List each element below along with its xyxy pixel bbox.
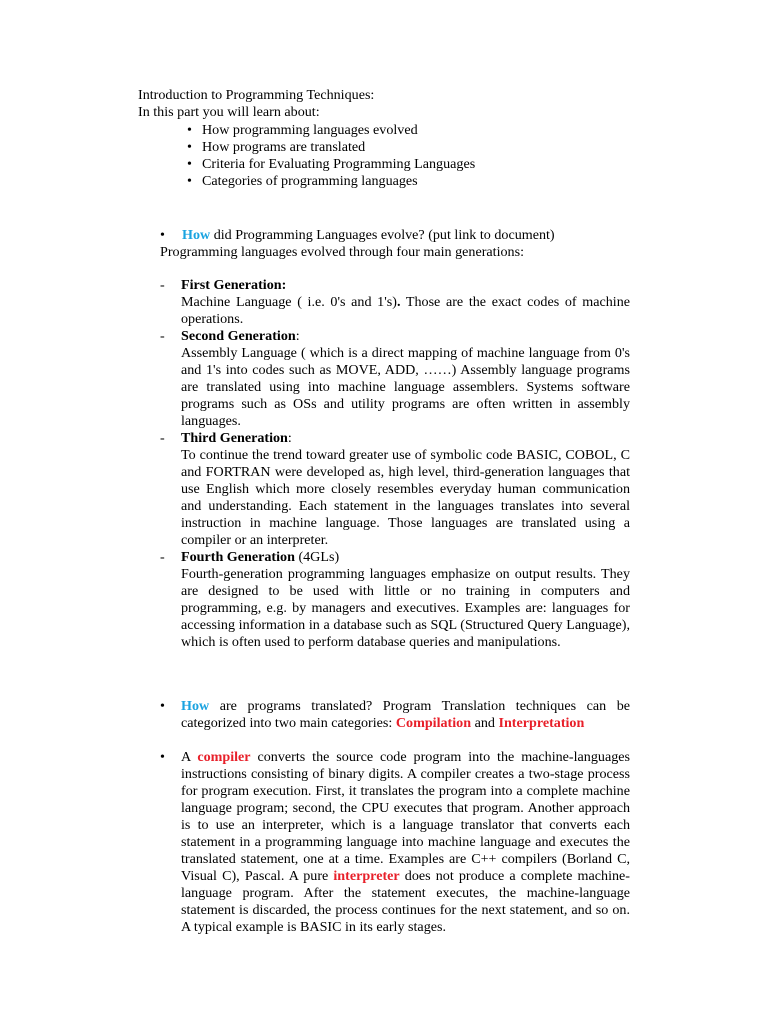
bullet-icon: • — [160, 227, 165, 243]
topics-list — [138, 122, 638, 190]
generation-item: - Fourth Generation (4GLs) Fourth-generation programming languages emphasize on output results. They are designed to be used with little or no training in computers and programming, e.g. by managers and executives. Examples are: languages for accessing information in a database such as SQL (Structured Query Language), which is often used to perform database queries and manipulations. — [160, 549, 630, 650]
evolve-question: • How did Programming Languages evolve? (put link to document) — [160, 227, 555, 243]
bullet-icon: • — [187, 173, 192, 189]
generation-item — [160, 277, 630, 328]
evolve-lead: Programming languages evolved through four main generations: — [160, 244, 525, 260]
generation-body: Fourth-generation programming languages emphasize on output results. They are designed to be used with little or no training in computers and programming, e.g. by managers and executives. Examples are: languages for accessing information in a database such as SQL (Structured Query Language), which is often used to perform database queries and manipulations. — [181, 566, 630, 650]
bullet-icon: • — [187, 122, 192, 138]
how-keyword: How — [182, 227, 211, 243]
intro-subtitle: In this part you will learn about: — [138, 104, 320, 120]
dash-icon: - — [160, 430, 165, 446]
compiler-paragraph: • A compiler converts the source code program into the machine-languages instructions consisting of binary digits. A compiler creates a two-stage process for program execution. First, it translates the program into a complete machine language program; second, the CPU executes that program. Another approach is to use an interpreter, which is a language translator that converts each statement in a programming language into machine language and executes the translated statement, one at a time. Examples are C++ compilers (Borland C, Visual C), Pascal. A pure interpreter does not produce a complete machine-language program. After the statement executes, the machine-language statement is discarded, the process continues for the next statement, and so on. A typical example is BASIC in its early stages. — [160, 749, 630, 935]
translation-paragraph: • How are programs translated? Program Translation techniques can be categorized into two main categories: Compilation and Interpretation — [160, 698, 630, 731]
generation-item: - Third Generation: To continue the trend toward greater use of symbolic code BASIC, COBOL, C and FORTRAN were developed as, high level, third-generation languages that use English which more closely resembles everyday human communication and understanding. Each statement in the languages translates into several instruction in machine language. Those languages are translated using a compiler or an interpreter. — [160, 430, 630, 548]
list-item: • Criteria for Evaluating Programming Languages — [187, 156, 476, 172]
bullet-icon: • — [187, 156, 192, 172]
generation-body: Machine Language ( i.e. 0's and 1's). Those are the exact codes of machine operations. — [181, 294, 630, 327]
generation-body: Assembly Language ( which is a direct mapping of machine language from 0's and 1's into codes such as MOVE, ADD, ……) Assembly language programs are translated using into machine language assemblers. Systems software programs such as OSs and utility programs are often written in assembly languages. — [181, 345, 630, 429]
evolve-section — [160, 227, 630, 261]
generation-item: - Second Generation: Assembly Language ( which is a direct mapping of machine language from 0's and 1's into codes such as MOVE, ADD, ……) Assembly language programs are translated using into machine language assemblers. Systems software programs such as OSs and utility programs are often written in assembly languages. — [160, 328, 630, 429]
list-item: • Categories of programming languages — [187, 173, 418, 189]
how-keyword: How — [181, 698, 210, 714]
generation-title: Fourth Generation — [181, 549, 295, 565]
intro-title: Introduction to Programming Techniques: — [138, 87, 375, 103]
generation-title: Second Generation — [181, 328, 296, 344]
intro-section — [138, 87, 638, 190]
dash-icon: - — [160, 549, 165, 565]
bullet-icon: • — [187, 139, 192, 155]
bullet-icon: • — [160, 749, 165, 765]
bullet-icon: • — [160, 698, 165, 714]
interpretation-keyword: Interpretation — [498, 715, 585, 731]
generation-title: Third Generation — [181, 430, 288, 446]
list-item: • How programs are translated — [187, 139, 366, 155]
compiler-keyword: compiler — [197, 749, 251, 765]
interpreter-keyword: interpreter — [333, 868, 400, 884]
list-item: • How programming languages evolved — [187, 122, 418, 138]
generation-body: To continue the trend toward greater use of symbolic code BASIC, COBOL, C and FORTRAN were developed as, high level, third-generation languages that use English which more closely resembles everyday human communication and understanding. Each statement in the languages translates into several instruction in machine language. Those languages are translated using a compiler or an interpreter. — [181, 447, 630, 548]
generations-list — [160, 277, 630, 651]
dash-icon: - — [160, 328, 165, 344]
dash-icon: - — [160, 277, 165, 293]
compilation-keyword: Compilation — [395, 715, 472, 731]
generation-title: First Generation: — [181, 277, 287, 293]
